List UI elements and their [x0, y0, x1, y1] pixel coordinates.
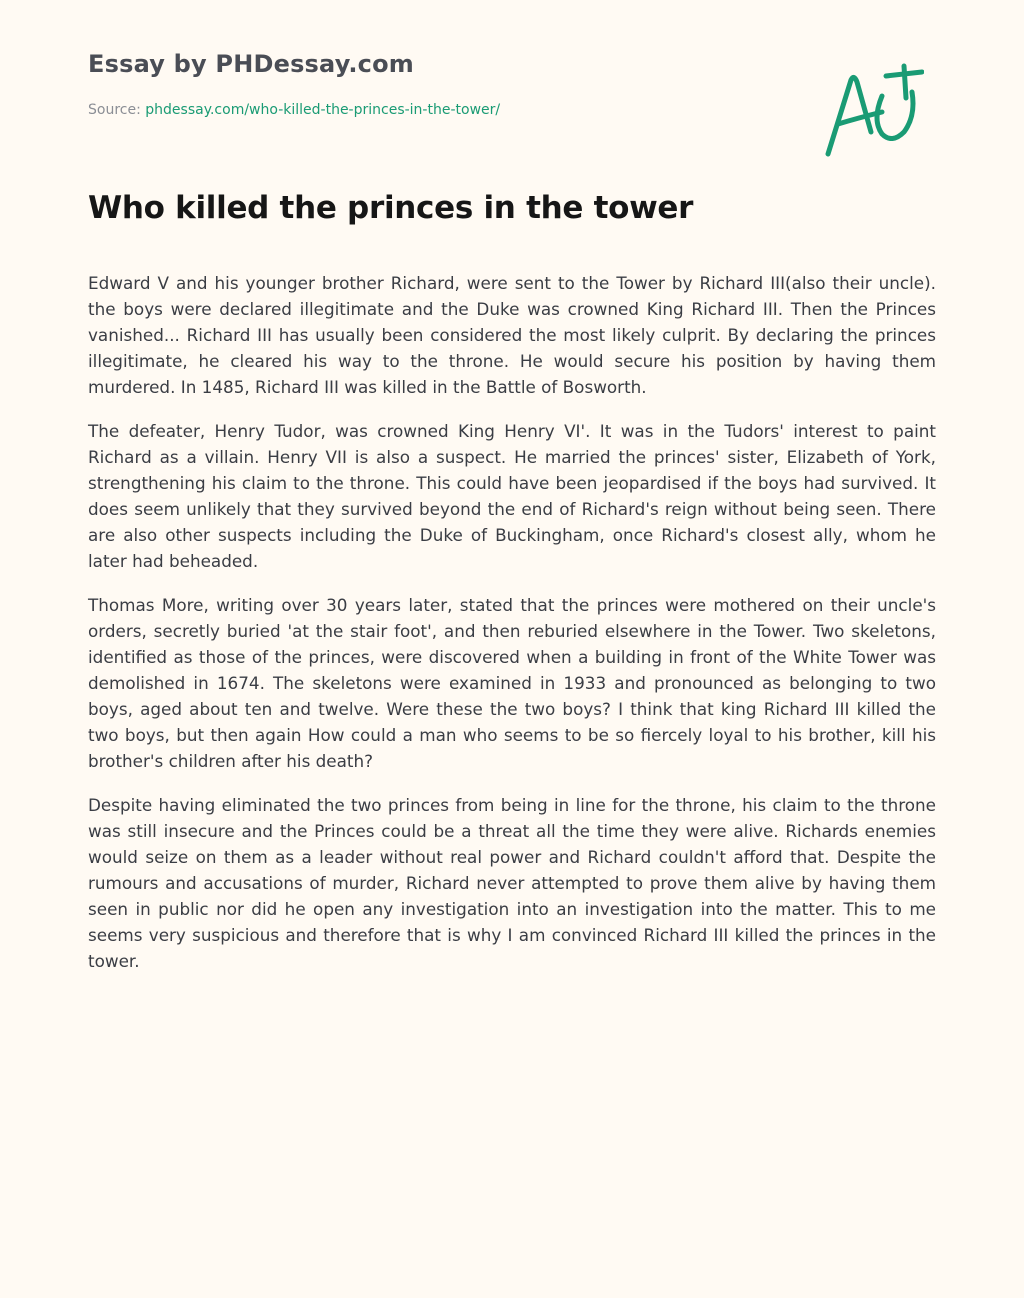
essay-paragraph: Edward V and his younger brother Richard, were sent to the Tower by Richard III(also their uncle). the boys were declared illegitimate and the Duke was crowned King Richard III. Then the Princes vanished... Richard III has usually been considered the most likely culprit. By declaring the princes illegitimate, he cleared his way to the throne. He would secure his position by having them murdered. In 1485, Richard III was killed in the Battle of Bosworth. — [88, 273, 936, 397]
source-label: Source: — [88, 102, 141, 118]
essay-body — [88, 270, 936, 992]
essay-paragraph: Despite having eliminated the two princes from being in line for the throne, his claim to the throne was still insecure and the Princes could be a threat all the time they were alive. Richards enemies would seize on them as a leader without real power and Richard couldn't afford that. Despite the rumours and accusations of murder, Richard never attempted to prove them alive by having them seen in public nor did he open any investigation into an investigation into the matter. This to me seems very suspicious and therefore that is why I am convinced Richard III killed the princes in the tower. — [88, 795, 936, 971]
site-brand[interactable]: Essay by PHDessay.com — [88, 50, 414, 78]
a-plus-grade-icon — [824, 62, 924, 162]
source-link[interactable]: phdessay.com/who-killed-the-princes-in-the-tower/ — [145, 102, 501, 118]
essay-title: Who killed the princes in the tower — [88, 190, 694, 226]
source-line — [88, 102, 500, 118]
essay-paragraph: Thomas More, writing over 30 years later, stated that the princes were mothered on their uncle's orders, secretly buried 'at the stair foot', and then reburied elsewhere in the Tower. Two skeletons, identified as those of the princes, were discovered when a building in front of the White Tower was demolished in 1674. The skeletons were examined in 1933 and pronounced as belonging to two boys, aged about ten and twelve. Were these the two boys? I think that king Richard III killed the two boys, but then again How could a man who seems to be so fiercely loyal to his brother, kill his brother's children after his death? — [88, 595, 936, 771]
essay-paragraph: The defeater, Henry Tudor, was crowned King Henry VI'. It was in the Tudors' interest to paint Richard as a villain. Henry VII is also a suspect. He married the princes' sister, Elizabeth of York, strengthening his claim to the throne. This could have been jeopardised if the boys had survived. It does seem unlikely that they survived beyond the end of Richard's reign without being seen. There are also other suspects including the Duke of Buckingham, once Richard's closest ally, whom he later had beheaded. — [88, 421, 936, 571]
